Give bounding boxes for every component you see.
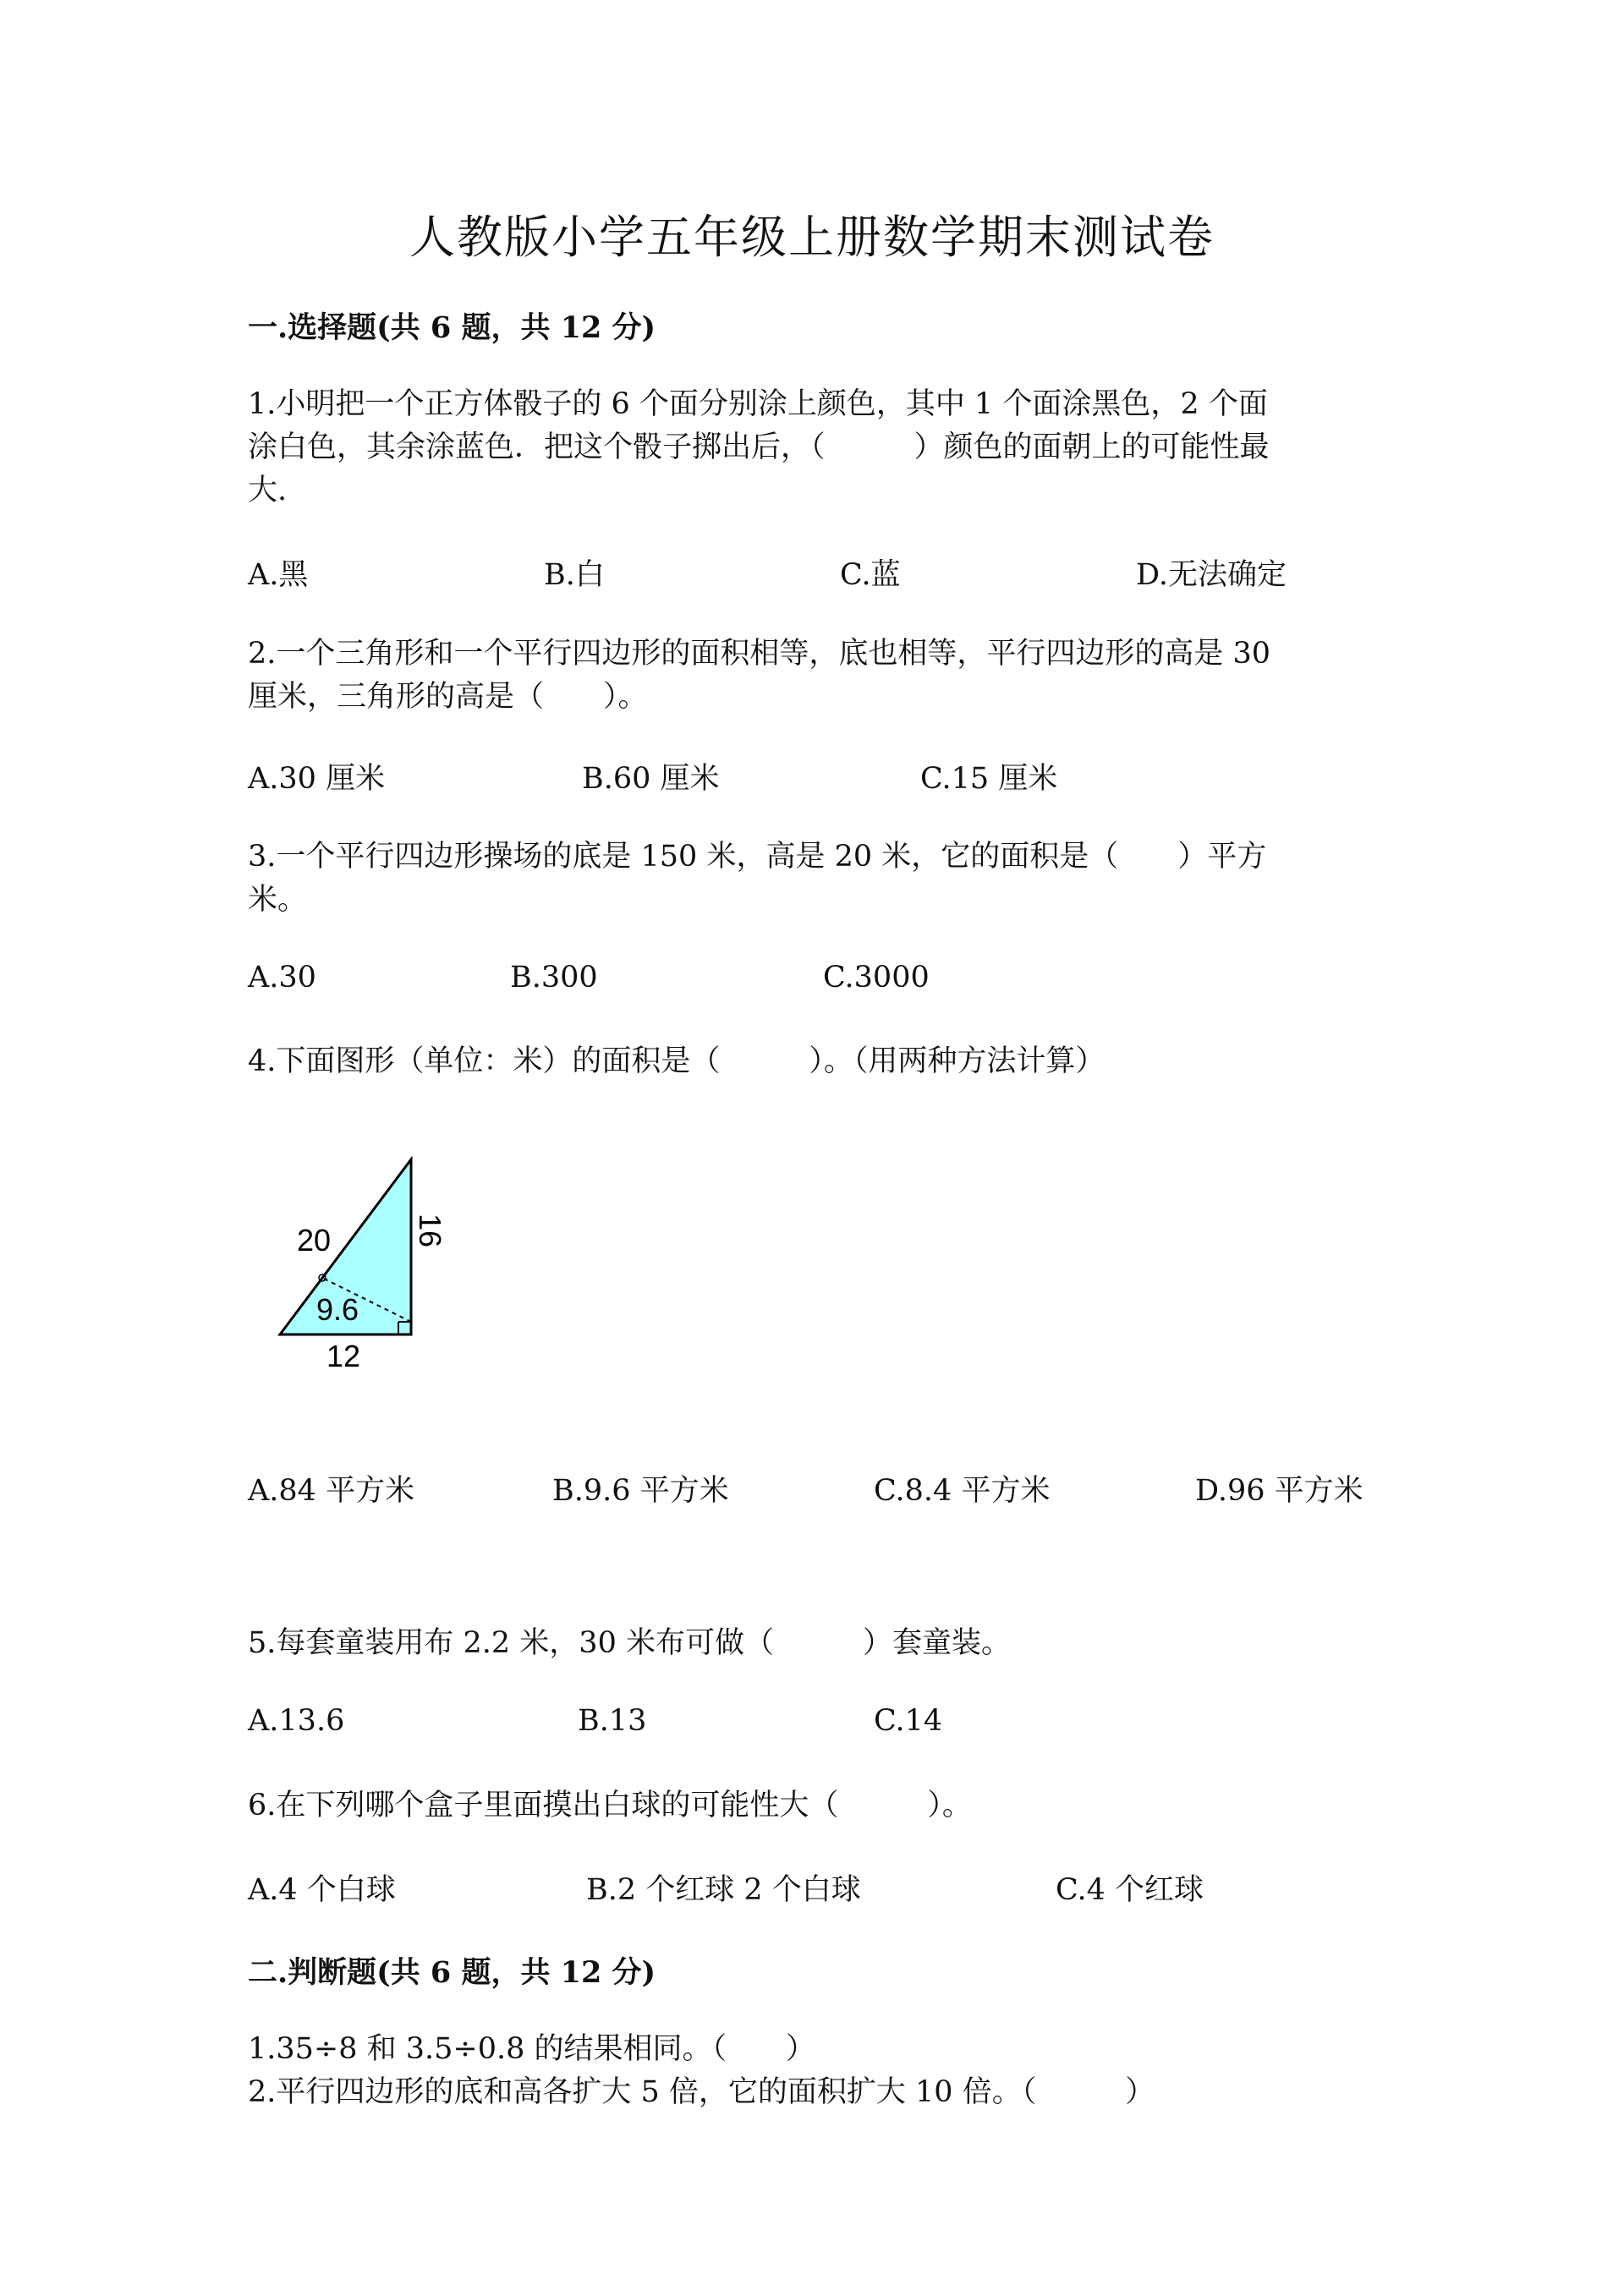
triangle-figure <box>269 1150 472 1387</box>
q2-option-c: C.15 厘米 <box>920 762 1058 796</box>
q1-option-b: B.白 <box>544 558 605 592</box>
question-5-line-1: 5.每套童装用布 2.2 米，30 米布可做（ ）套童装。 <box>248 1626 1011 1660</box>
q3-option-c: C.3000 <box>823 961 930 995</box>
q3-option-a: A.30 <box>248 961 316 995</box>
question-3-line-1: 3.一个平行四边形操场的底是 150 米，高是 20 米，它的面积是（ ）平方 <box>248 840 1267 874</box>
section-heading-choice: 一.选择题(共 6 题，共 12 分) <box>248 310 656 345</box>
label-height: 16 <box>413 1214 447 1248</box>
q6-option-a: A.4 个白球 <box>248 1873 396 1907</box>
label-base: 12 <box>326 1339 361 1373</box>
q4-option-b: B.9.6 平方米 <box>552 1474 729 1508</box>
question-2-line-2: 厘米，三角形的高是（ ）。 <box>248 680 648 714</box>
question-3-line-2: 米。 <box>248 883 308 917</box>
section-heading-judge: 二.判断题(共 6 题，共 12 分) <box>248 1955 656 1990</box>
judge-question-1: 1.35÷8 和 3.5÷0.8 的结果相同。（ ） <box>248 2032 816 2066</box>
question-2-line-1: 2.一个三角形和一个平行四边形的面积相等，底也相等，平行四边形的高是 30 <box>248 637 1271 671</box>
label-hypotenuse: 20 <box>297 1223 332 1258</box>
q1-option-d: D.无法确定 <box>1136 558 1287 592</box>
q1-option-c: C.蓝 <box>840 558 901 592</box>
q4-option-c: C.8.4 平方米 <box>874 1474 1051 1508</box>
question-1-line-2: 涂白色，其余涂蓝色．把这个骰子掷出后，（ ）颜色的面朝上的可能性最 <box>248 430 1270 464</box>
question-1-line-3: 大. <box>248 474 288 507</box>
q6-option-c: C.4 个红球 <box>1056 1873 1204 1907</box>
q5-option-c: C.14 <box>874 1704 943 1738</box>
q5-option-b: B.13 <box>578 1704 647 1738</box>
page-title: 人教版小学五年级上册数学期末测试卷 <box>409 211 1215 264</box>
q5-option-a: A.13.6 <box>248 1704 345 1738</box>
question-6-line-1: 6.在下列哪个盒子里面摸出白球的可能性大（ ）。 <box>248 1789 972 1822</box>
q3-option-b: B.300 <box>510 961 598 995</box>
q2-option-b: B.60 厘米 <box>582 762 720 796</box>
q2-option-a: A.30 厘米 <box>248 762 386 796</box>
question-1-line-1: 1.小明把一个正方体骰子的 6 个面分别涂上颜色，其中 1 个面涂黑色，2 个面 <box>248 387 1268 421</box>
label-altitude: 9.6 <box>316 1292 359 1327</box>
q4-option-a: A.84 平方米 <box>248 1474 415 1508</box>
judge-question-2: 2.平行四边形的底和高各扩大 5 倍，它的面积扩大 10 倍。（ ） <box>248 2075 1155 2109</box>
question-4-line-1: 4.下面图形（单位：米）的面积是（ ）。（用两种方法计算） <box>248 1044 1106 1078</box>
q4-option-d: D.96 平方米 <box>1195 1474 1363 1508</box>
q1-option-a: A.黑 <box>248 558 309 592</box>
q6-option-b: B.2 个红球 2 个白球 <box>586 1873 861 1907</box>
